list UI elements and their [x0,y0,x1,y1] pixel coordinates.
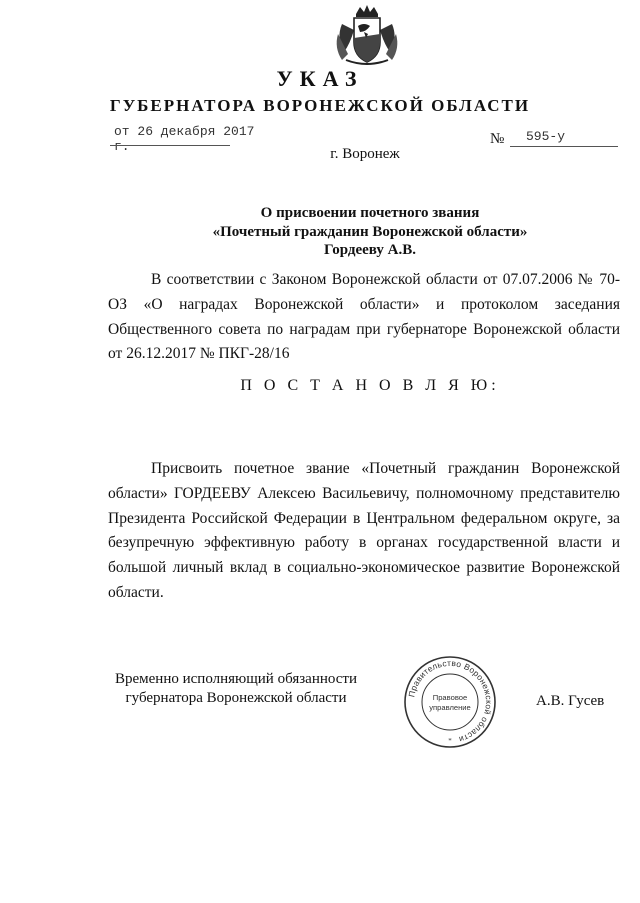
signatory-position-line-2: губернатора Воронежской области [125,690,347,706]
round-seal-icon [402,654,498,750]
signatory-position-line-1: Временно исполняющий обязанности [114,671,357,687]
document-date: от 26 декабря 2017 г. [114,124,255,154]
issuer-title: ГУБЕРНАТОРА ВОРОНЕЖСКОЙ ОБЛАСТИ [109,96,531,115]
resolve-heading: П О С Т А Н О В Л Я Ю: [240,377,500,394]
document-type-title: УКАЗ [276,66,364,91]
stamp-ring-text: Правительство Воронежской области [406,657,495,745]
signatory-position [108,670,364,708]
coat-of-arms-icon [334,4,400,66]
city-line: г. Воронеж [330,146,400,162]
stamp-center-line-1: Правовое [432,693,468,702]
svg-text:*: * [448,737,452,745]
signatory-name: А.В. Гусев [536,693,605,709]
number-label: № [490,131,505,147]
document-number: 595-у [526,129,566,144]
preamble-paragraph: В соответствии с Законом Воронежской области от 07.07.2006 № 70-ОЗ «О наградах Воронежской области» и протоколом заседания Общественного совета по наградам при губернаторе Воронежской области от 26.12.2017 № ПКГ-28/16 [108,271,620,363]
subject-line-2: «Почетный гражданин Воронежской области» [212,224,528,240]
decree-body-paragraph: Присвоить почетное звание «Почетный гражданин Воронежской области» ГОРДЕЕВУ Алексею Васильевичу, полномочному представителю Президента Российской Федерации в Центральном федеральном округе, за безупречную эффективную работу в органах государственной власти и большой личный вклад в социально-экономическое развитие Воронежской области. [108,460,620,601]
stamp-center-line-2: управление [429,703,471,712]
subject-line-1: О присвоении почетного звания [260,205,480,221]
subject-line-3: Гордееву А.В. [324,242,416,258]
